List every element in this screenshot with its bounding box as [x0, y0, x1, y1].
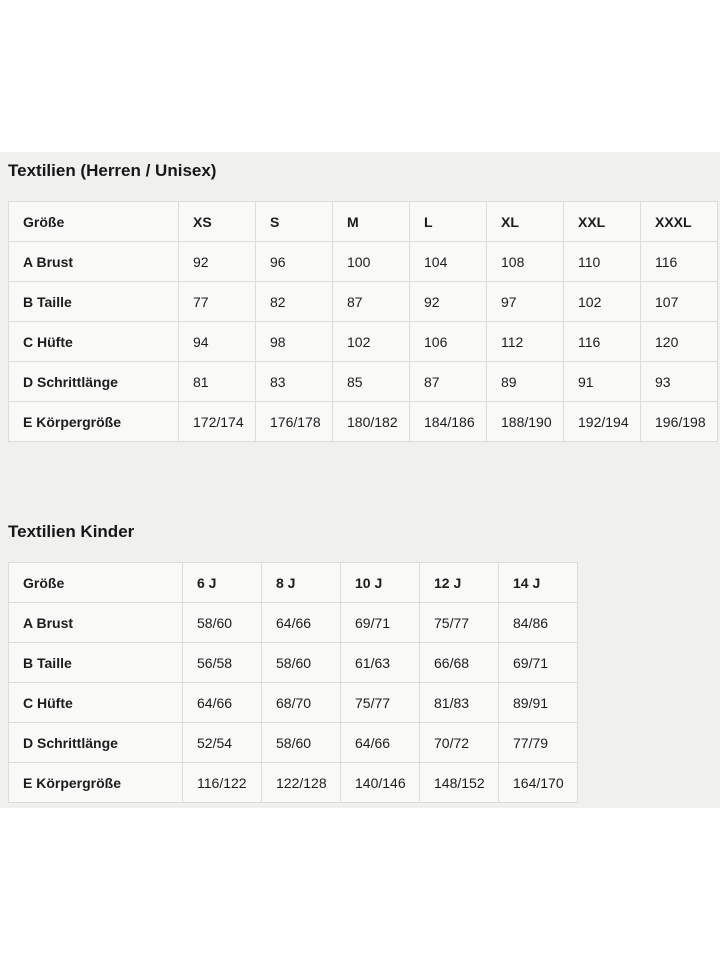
- size-value-cell: 148/152: [420, 763, 499, 803]
- row-label-column-header: Größe: [9, 202, 179, 242]
- section-title-herren-unisex: Textilien (Herren / Unisex): [8, 161, 217, 180]
- size-value-cell: 77/79: [499, 723, 578, 763]
- size-column-header: L: [410, 202, 487, 242]
- size-column-header: 10 J: [341, 563, 420, 603]
- size-value-cell: 69/71: [499, 643, 578, 683]
- table-header-row: [9, 563, 578, 603]
- size-value-cell: 93: [641, 362, 718, 402]
- table-row: [9, 242, 718, 282]
- size-value-cell: 106: [410, 322, 487, 362]
- size-value-cell: 87: [333, 282, 410, 322]
- size-value-cell: 102: [564, 282, 641, 322]
- size-column-header: 14 J: [499, 563, 578, 603]
- size-value-cell: 180/182: [333, 402, 410, 442]
- size-column-header: M: [333, 202, 410, 242]
- section-title-kinder: Textilien Kinder: [8, 522, 135, 541]
- size-value-cell: 164/170: [499, 763, 578, 803]
- size-value-cell: 83: [256, 362, 333, 402]
- size-value-cell: 64/66: [183, 683, 262, 723]
- table-row: [9, 723, 578, 763]
- table-row: [9, 402, 718, 442]
- size-value-cell: 75/77: [341, 683, 420, 723]
- size-value-cell: 116: [641, 242, 718, 282]
- row-label: A Brust: [9, 242, 179, 282]
- size-value-cell: 92: [410, 282, 487, 322]
- size-value-cell: 104: [410, 242, 487, 282]
- table-row: [9, 683, 578, 723]
- size-value-cell: 89/91: [499, 683, 578, 723]
- size-value-cell: 91: [564, 362, 641, 402]
- size-value-cell: 112: [487, 322, 564, 362]
- table-row: [9, 603, 578, 643]
- size-column-header: XXXL: [641, 202, 718, 242]
- row-label: B Taille: [9, 282, 179, 322]
- size-value-cell: 84/86: [499, 603, 578, 643]
- size-value-cell: 77: [179, 282, 256, 322]
- row-label: E Körpergröße: [9, 763, 183, 803]
- row-label-column-header: Größe: [9, 563, 183, 603]
- size-value-cell: 107: [641, 282, 718, 322]
- size-column-header: XXL: [564, 202, 641, 242]
- size-value-cell: 192/194: [564, 402, 641, 442]
- size-value-cell: 172/174: [179, 402, 256, 442]
- size-column-header: 8 J: [262, 563, 341, 603]
- size-value-cell: 100: [333, 242, 410, 282]
- size-value-cell: 176/178: [256, 402, 333, 442]
- size-value-cell: 64/66: [341, 723, 420, 763]
- size-value-cell: 94: [179, 322, 256, 362]
- size-value-cell: 98: [256, 322, 333, 362]
- table-row: [9, 763, 578, 803]
- size-value-cell: 108: [487, 242, 564, 282]
- section-herren-unisex: [0, 161, 720, 442]
- size-value-cell: 184/186: [410, 402, 487, 442]
- row-label: D Schrittlänge: [9, 362, 179, 402]
- table-row: [9, 643, 578, 683]
- size-value-cell: 64/66: [262, 603, 341, 643]
- table-row: [9, 322, 718, 362]
- size-value-cell: 188/190: [487, 402, 564, 442]
- size-value-cell: 52/54: [183, 723, 262, 763]
- size-value-cell: 81/83: [420, 683, 499, 723]
- size-table-herren-unisex: [8, 201, 718, 442]
- size-value-cell: 75/77: [420, 603, 499, 643]
- size-column-header: 6 J: [183, 563, 262, 603]
- size-column-header: 12 J: [420, 563, 499, 603]
- size-value-cell: 87: [410, 362, 487, 402]
- size-value-cell: 116/122: [183, 763, 262, 803]
- size-value-cell: 92: [179, 242, 256, 282]
- size-value-cell: 58/60: [183, 603, 262, 643]
- table-header-row: [9, 202, 718, 242]
- size-value-cell: 66/68: [420, 643, 499, 683]
- row-label: C Hüfte: [9, 683, 183, 723]
- size-value-cell: 116: [564, 322, 641, 362]
- size-value-cell: 70/72: [420, 723, 499, 763]
- row-label: A Brust: [9, 603, 183, 643]
- size-value-cell: 97: [487, 282, 564, 322]
- size-value-cell: 58/60: [262, 643, 341, 683]
- size-column-header: S: [256, 202, 333, 242]
- size-value-cell: 61/63: [341, 643, 420, 683]
- size-charts-section: [0, 152, 720, 808]
- size-value-cell: 81: [179, 362, 256, 402]
- table-row: [9, 282, 718, 322]
- size-value-cell: 69/71: [341, 603, 420, 643]
- size-value-cell: 96: [256, 242, 333, 282]
- row-label: E Körpergröße: [9, 402, 179, 442]
- size-value-cell: 68/70: [262, 683, 341, 723]
- row-label: C Hüfte: [9, 322, 179, 362]
- size-value-cell: 102: [333, 322, 410, 362]
- size-table-kinder: [8, 562, 578, 803]
- size-value-cell: 56/58: [183, 643, 262, 683]
- size-column-header: XL: [487, 202, 564, 242]
- size-value-cell: 85: [333, 362, 410, 402]
- size-value-cell: 110: [564, 242, 641, 282]
- size-value-cell: 196/198: [641, 402, 718, 442]
- row-label: B Taille: [9, 643, 183, 683]
- size-value-cell: 140/146: [341, 763, 420, 803]
- row-label: D Schrittlänge: [9, 723, 183, 763]
- top-whitespace: [0, 0, 720, 152]
- size-value-cell: 58/60: [262, 723, 341, 763]
- size-value-cell: 89: [487, 362, 564, 402]
- table-row: [9, 362, 718, 402]
- section-kinder: [0, 522, 720, 803]
- size-column-header: XS: [179, 202, 256, 242]
- size-value-cell: 82: [256, 282, 333, 322]
- size-value-cell: 122/128: [262, 763, 341, 803]
- size-value-cell: 120: [641, 322, 718, 362]
